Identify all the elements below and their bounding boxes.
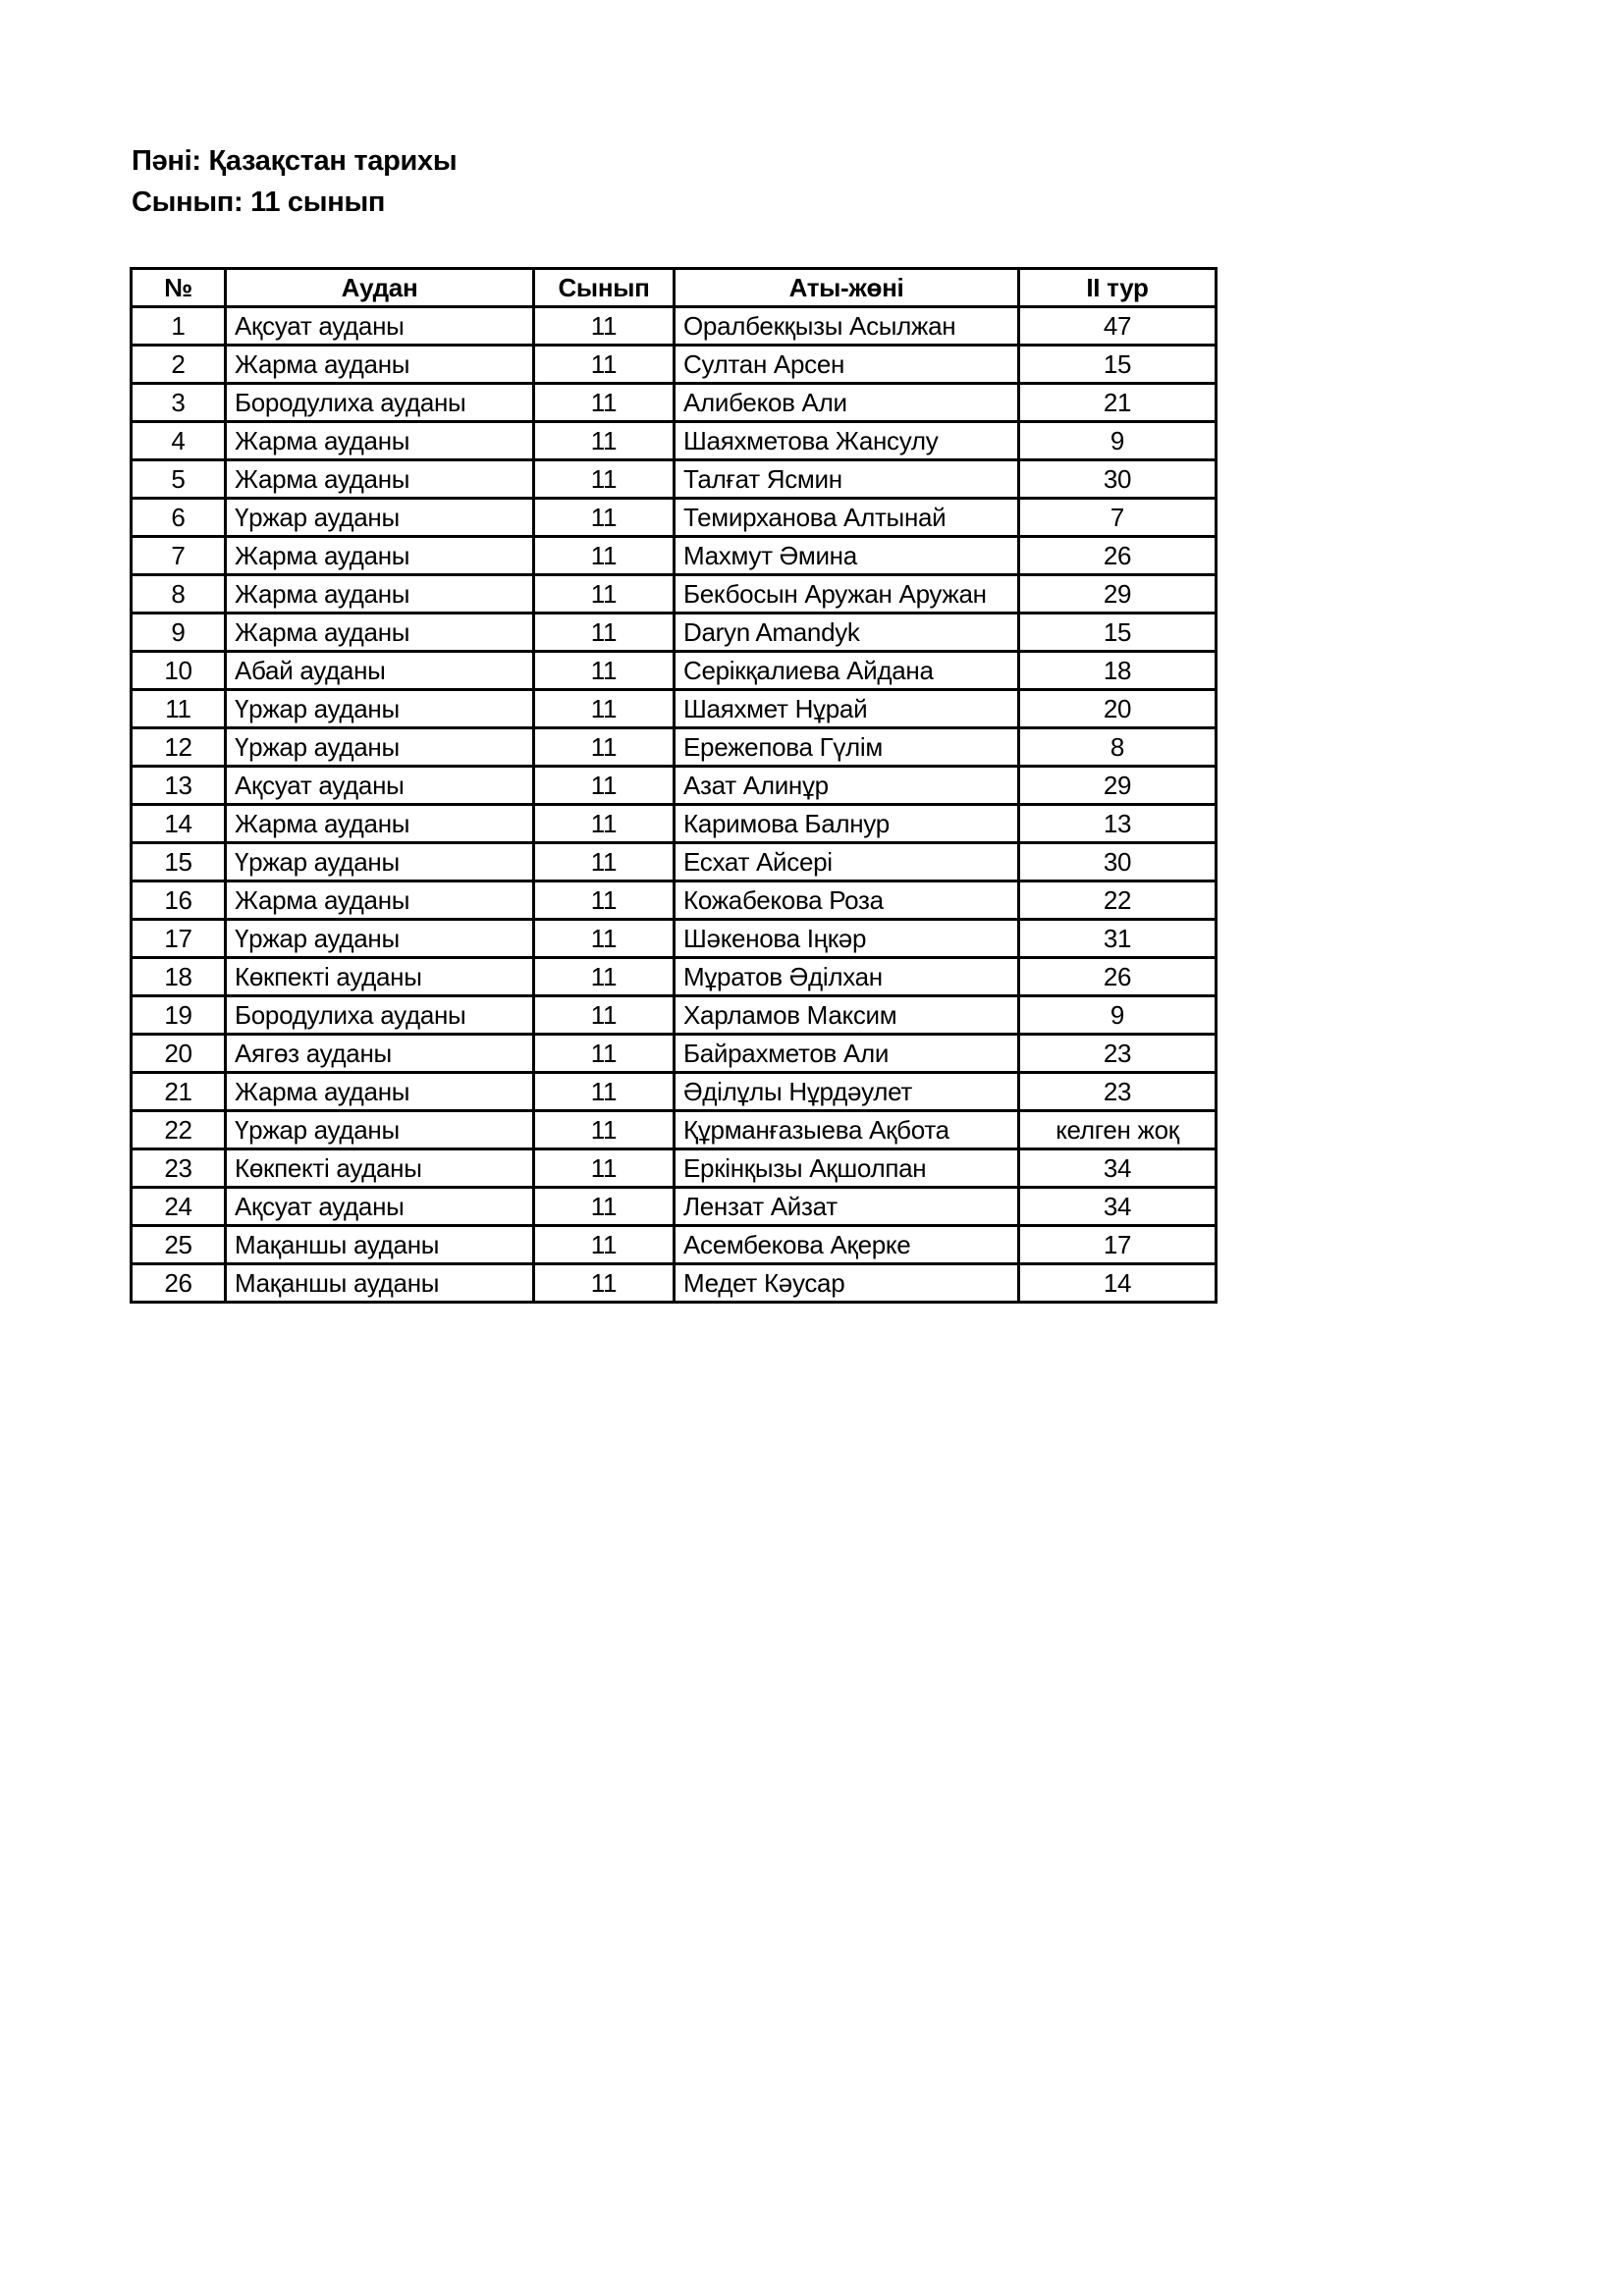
table-cell: 30 <box>1019 843 1217 881</box>
table-cell: 4 <box>132 422 226 460</box>
table-cell: 9 <box>132 614 226 652</box>
table-cell: 12 <box>132 728 226 767</box>
table-cell: Жарма ауданы <box>226 537 534 575</box>
table-cell: Үржар ауданы <box>226 728 534 767</box>
table-cell: Көкпекті ауданы <box>226 958 534 996</box>
table-cell: 26 <box>132 1264 226 1303</box>
table-cell: 11 <box>534 652 675 690</box>
table-cell: Шаяхметова Жансулу <box>675 422 1019 460</box>
table-cell: 11 <box>534 537 675 575</box>
table-cell: 34 <box>1019 1188 1217 1226</box>
table-cell: Талғат Ясмин <box>675 460 1019 499</box>
table-cell: Бекбосын Аружан Аружан <box>675 575 1019 614</box>
table-cell: Жарма ауданы <box>226 1073 534 1111</box>
table-cell: Ақсуат ауданы <box>226 307 534 346</box>
table-cell: Темирханова Алтынай <box>675 499 1019 537</box>
table-row <box>132 614 1217 652</box>
table-row <box>132 881 1217 920</box>
table-cell: 11 <box>534 996 675 1035</box>
table-cell: Жарма ауданы <box>226 460 534 499</box>
table-cell: 11 <box>534 422 675 460</box>
table-cell: 20 <box>132 1035 226 1073</box>
table-cell: Есхат Айсері <box>675 843 1019 881</box>
table-cell: Бородулиха ауданы <box>226 996 534 1035</box>
table-cell: 22 <box>1019 881 1217 920</box>
table-row <box>132 346 1217 384</box>
table-cell: 22 <box>132 1111 226 1149</box>
table-cell: 11 <box>534 805 675 843</box>
table-cell: Кожабекова Роза <box>675 881 1019 920</box>
table-cell: 25 <box>132 1226 226 1264</box>
table-cell: Медет Кәусар <box>675 1264 1019 1303</box>
table-cell: 19 <box>132 996 226 1035</box>
results-table-body <box>132 307 1217 1303</box>
table-cell: 15 <box>1019 346 1217 384</box>
table-cell: 29 <box>1019 767 1217 805</box>
table-cell: 11 <box>132 690 226 728</box>
table-header-row <box>132 269 1217 307</box>
table-cell: Каримова Балнур <box>675 805 1019 843</box>
table-cell: Аягөз ауданы <box>226 1035 534 1073</box>
table-cell: Жарма ауданы <box>226 575 534 614</box>
table-cell: Құрманғазыева Ақбота <box>675 1111 1019 1149</box>
table-cell: 5 <box>132 460 226 499</box>
table-cell: 11 <box>534 1264 675 1303</box>
table-row <box>132 384 1217 422</box>
table-cell: 9 <box>1019 996 1217 1035</box>
table-cell: 11 <box>534 958 675 996</box>
table-cell: 11 <box>534 690 675 728</box>
table-cell: 15 <box>1019 614 1217 652</box>
table-cell: 9 <box>1019 422 1217 460</box>
table-cell: Үржар ауданы <box>226 690 534 728</box>
table-row <box>132 652 1217 690</box>
table-row <box>132 1035 1217 1073</box>
table-cell: 21 <box>1019 384 1217 422</box>
table-cell: 8 <box>132 575 226 614</box>
table-cell: 11 <box>534 767 675 805</box>
table-cell: 15 <box>132 843 226 881</box>
table-cell: 24 <box>132 1188 226 1226</box>
table-row <box>132 920 1217 958</box>
table-cell: Оралбекқызы Асылжан <box>675 307 1019 346</box>
table-cell: Үржар ауданы <box>226 920 534 958</box>
table-cell: Көкпекті ауданы <box>226 1149 534 1188</box>
table-cell: 11 <box>534 1188 675 1226</box>
table-row <box>132 767 1217 805</box>
header-cell-name: Аты-жөні <box>675 269 1019 307</box>
table-cell: 14 <box>1019 1264 1217 1303</box>
table-cell: Әділұлы Нұрдәулет <box>675 1073 1019 1111</box>
table-row <box>132 996 1217 1035</box>
table-cell: 11 <box>534 920 675 958</box>
table-cell: Асембекова Ақерке <box>675 1226 1019 1264</box>
header-cell-district: Аудан <box>226 269 534 307</box>
table-row <box>132 422 1217 460</box>
table-cell: 11 <box>534 460 675 499</box>
table-cell: Лензат Айзат <box>675 1188 1019 1226</box>
table-row <box>132 1073 1217 1111</box>
class-line: Сынып: 11 сынып <box>132 187 386 218</box>
table-cell: 11 <box>534 1226 675 1264</box>
table-row <box>132 958 1217 996</box>
table-cell: 47 <box>1019 307 1217 346</box>
table-cell: 21 <box>132 1073 226 1111</box>
table-cell: Мұратов Әділхан <box>675 958 1019 996</box>
table-cell: Абай ауданы <box>226 652 534 690</box>
table-cell: Үржар ауданы <box>226 843 534 881</box>
table-cell: 8 <box>1019 728 1217 767</box>
table-cell: 11 <box>534 1073 675 1111</box>
table-cell: 11 <box>534 843 675 881</box>
table-cell: 23 <box>132 1149 226 1188</box>
table-cell: 31 <box>1019 920 1217 958</box>
table-cell: Бородулиха ауданы <box>226 384 534 422</box>
table-cell: Жарма ауданы <box>226 346 534 384</box>
table-cell: Жарма ауданы <box>226 614 534 652</box>
table-cell: Харламов Максим <box>675 996 1019 1035</box>
table-cell: 13 <box>1019 805 1217 843</box>
table-cell: Үржар ауданы <box>226 1111 534 1149</box>
results-table <box>130 267 1218 1304</box>
table-cell: 11 <box>534 728 675 767</box>
table-cell: 16 <box>132 881 226 920</box>
table-cell: Үржар ауданы <box>226 499 534 537</box>
table-cell: 11 <box>534 614 675 652</box>
table-cell: Мақаншы ауданы <box>226 1264 534 1303</box>
table-cell: 11 <box>534 1111 675 1149</box>
subject-line: Пәні: Қазақстан тарихы <box>132 145 458 177</box>
table-cell: 6 <box>132 499 226 537</box>
table-cell: 11 <box>534 1149 675 1188</box>
table-cell: 34 <box>1019 1149 1217 1188</box>
table-cell: 26 <box>1019 537 1217 575</box>
table-cell: 11 <box>534 575 675 614</box>
table-cell: 14 <box>132 805 226 843</box>
table-cell: Еркінқызы Ақшолпан <box>675 1149 1019 1188</box>
table-cell: 20 <box>1019 690 1217 728</box>
table-row <box>132 1111 1217 1149</box>
table-row <box>132 728 1217 767</box>
table-cell: 11 <box>534 1035 675 1073</box>
table-cell: Ережепова Гүлім <box>675 728 1019 767</box>
table-cell: 23 <box>1019 1035 1217 1073</box>
table-cell: 10 <box>132 652 226 690</box>
document-header <box>132 140 457 223</box>
table-cell: 7 <box>1019 499 1217 537</box>
table-cell: Жарма ауданы <box>226 805 534 843</box>
table-cell: Шәкенова Іңкәр <box>675 920 1019 958</box>
table-cell: 30 <box>1019 460 1217 499</box>
table-row <box>132 575 1217 614</box>
table-row <box>132 460 1217 499</box>
table-cell: 11 <box>534 881 675 920</box>
header-cell-class: Сынып <box>534 269 675 307</box>
table-cell: 1 <box>132 307 226 346</box>
table-cell: келген жоқ <box>1019 1111 1217 1149</box>
table-cell: Султан Арсен <box>675 346 1019 384</box>
table-row <box>132 1226 1217 1264</box>
table-cell: Алибеков Али <box>675 384 1019 422</box>
table-cell: Махмут Әмина <box>675 537 1019 575</box>
table-cell: 18 <box>1019 652 1217 690</box>
table-cell: Мақаншы ауданы <box>226 1226 534 1264</box>
table-cell: 11 <box>534 346 675 384</box>
table-row <box>132 537 1217 575</box>
table-cell: Ақсуат ауданы <box>226 767 534 805</box>
table-cell: 26 <box>1019 958 1217 996</box>
table-cell: 11 <box>534 307 675 346</box>
table-cell: 17 <box>132 920 226 958</box>
table-cell: Жарма ауданы <box>226 881 534 920</box>
table-cell: 7 <box>132 537 226 575</box>
table-cell: Азат Алинұр <box>675 767 1019 805</box>
table-row <box>132 690 1217 728</box>
table-row <box>132 499 1217 537</box>
table-cell: Серікқалиева Айдана <box>675 652 1019 690</box>
table-row <box>132 1188 1217 1226</box>
table-cell: 18 <box>132 958 226 996</box>
table-cell: 23 <box>1019 1073 1217 1111</box>
table-cell: Байрахметов Али <box>675 1035 1019 1073</box>
table-row <box>132 843 1217 881</box>
header-cell-number: № <box>132 269 226 307</box>
table-cell: Daryn Amandyk <box>675 614 1019 652</box>
header-cell-round2: II тур <box>1019 269 1217 307</box>
table-cell: Шаяхмет Нұрай <box>675 690 1019 728</box>
table-cell: Жарма ауданы <box>226 422 534 460</box>
table-cell: 29 <box>1019 575 1217 614</box>
table-cell: 3 <box>132 384 226 422</box>
table-cell: 13 <box>132 767 226 805</box>
table-cell: Ақсуат ауданы <box>226 1188 534 1226</box>
table-cell: 11 <box>534 384 675 422</box>
table-cell: 11 <box>534 499 675 537</box>
table-row <box>132 307 1217 346</box>
table-cell: 2 <box>132 346 226 384</box>
table-row <box>132 1149 1217 1188</box>
table-row <box>132 805 1217 843</box>
table-cell: 17 <box>1019 1226 1217 1264</box>
table-row <box>132 1264 1217 1303</box>
